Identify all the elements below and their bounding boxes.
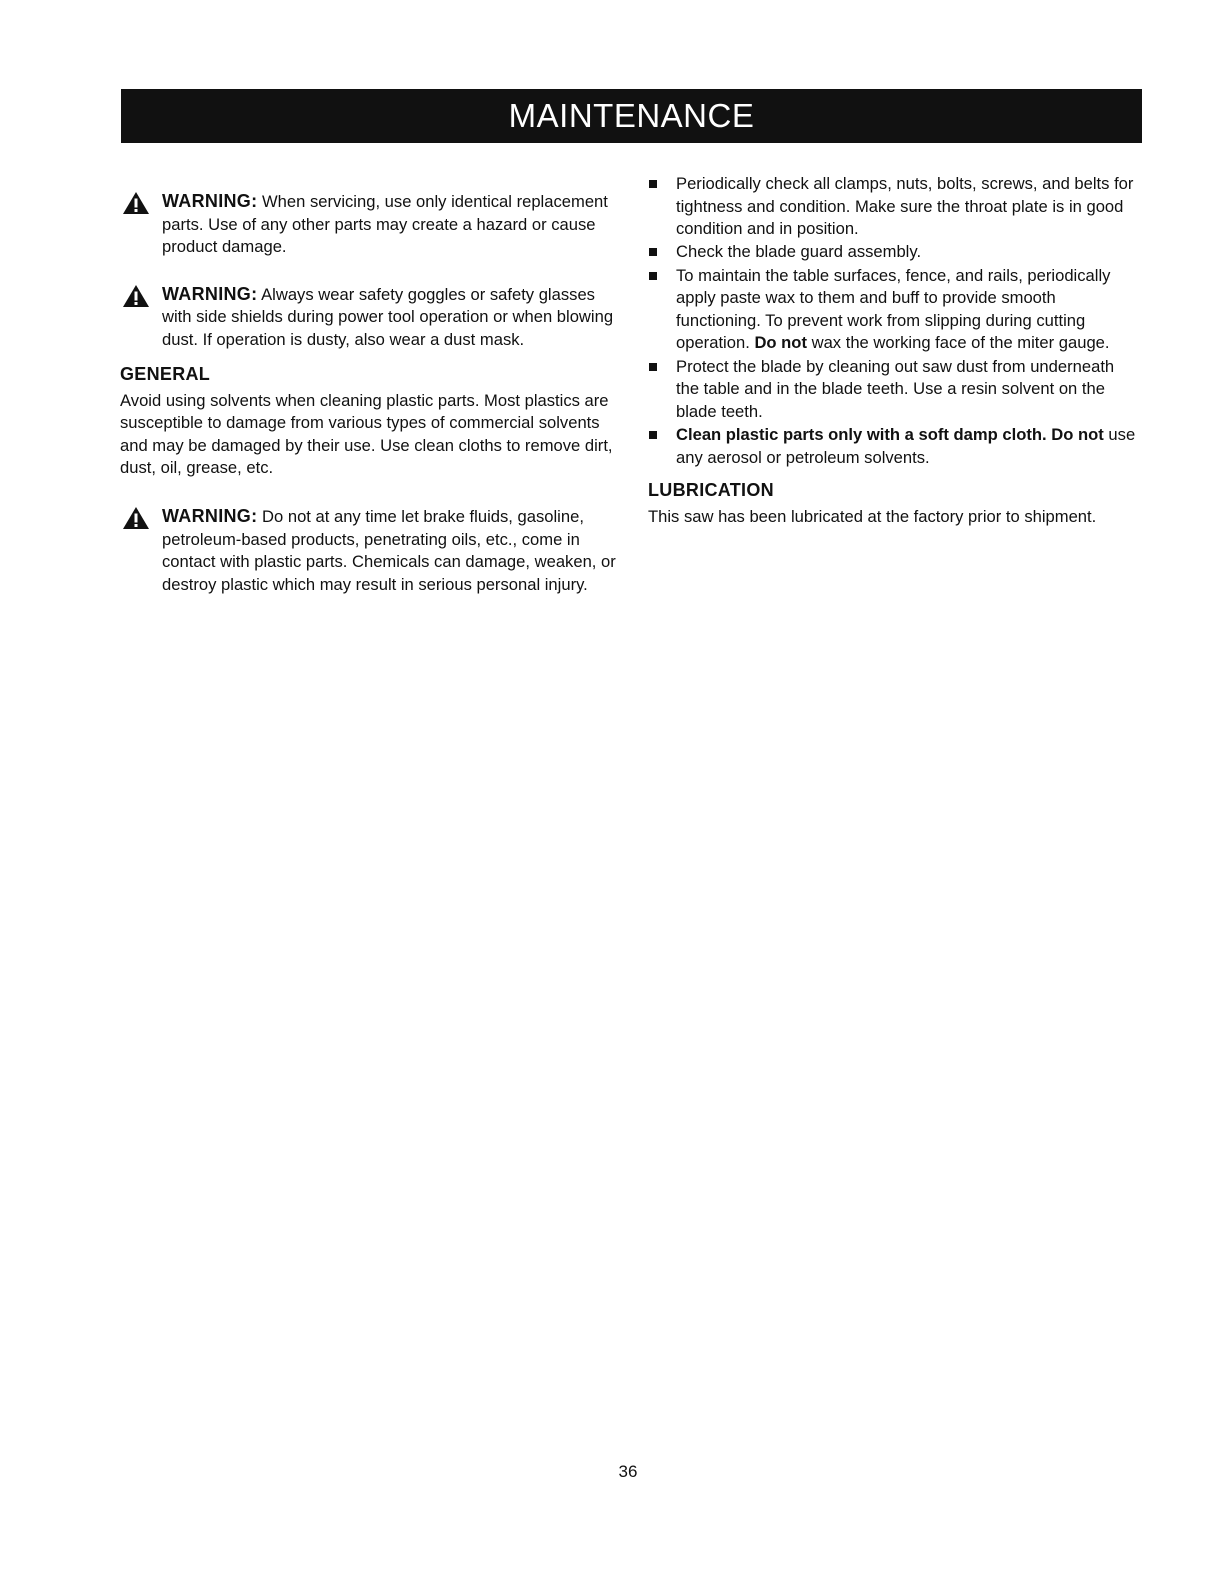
list-item-emphasis: Do not [754,333,807,353]
list-item-text: Periodically check all clamps, nuts, bolts, screws, and belts for tightness and condition. Make sure the throat plate is in good condition and in position. [676,174,1134,239]
list-item [648,265,1138,355]
left-column [120,170,620,596]
square-bullet-icon [649,248,657,256]
square-bullet-icon [649,272,657,280]
page-title: MAINTENANCE [508,97,755,134]
list-item [648,241,1138,264]
page-title-bar [121,89,1142,143]
warning-triangle-icon [122,191,150,215]
lubrication-text: This saw has been lubricated at the factory prior to shipment. [648,507,1097,527]
maintenance-checklist [648,170,1138,469]
right-column [648,170,1138,529]
warning-triangle-icon [122,284,150,308]
warning-label: WARNING: [162,283,258,304]
square-bullet-icon [649,363,657,371]
list-item-text: use any aerosol or petroleum solvents. [676,424,1136,467]
warning-label: WARNING: [162,505,258,526]
square-bullet-icon [649,180,657,188]
warning-replacement-parts [120,190,620,259]
list-item-emphasis: Clean plastic parts only with a soft damp cloth. Do not [676,424,1104,444]
list-item-text: Check the blade guard assembly. [676,242,922,262]
lubrication-heading: LUBRICATION [648,480,774,501]
warning-safety-goggles [120,283,620,352]
list-item-text-tail: wax the working face of the miter gauge. [811,333,1110,353]
list-item-text: Protect the blade by cleaning out saw dust from underneath the table and in the blade teeth. Use a resin solvent on the blade teeth. [676,356,1115,421]
warning-text: Do not at any time let brake fluids, gasoline, petroleum-based products, penetrating oils, etc., come in contact with plastic parts. Chemicals can damage, weaken, or destroy plastic which may result in serious personal injury. [162,506,616,594]
list-item [648,170,1138,241]
page-number: 36 [618,1462,638,1481]
list-item [648,424,1138,469]
warning-brake-fluids [120,505,620,596]
warning-triangle-icon [122,506,150,530]
list-item-text: To maintain the table surfaces, fence, and rails, periodically apply paste wax to them and buff to provide smooth functioning. To prevent work from slipping during cutting operation. [676,265,1111,353]
list-item [648,356,1138,424]
general-text: Avoid using solvents when cleaning plastic parts. Most plastics are susceptible to damage from various types of commercial solvents and may be damaged by their use. Use clean cloths to remove dirt, dust, oil, grease, etc. [120,390,613,478]
warning-text: Always wear safety goggles or safety glasses with side shields during power tool operation or when blowing dust. If operation is dusty, also wear a dust mask. [162,284,614,349]
general-heading: GENERAL [120,363,211,384]
warning-label: WARNING: [162,191,258,211]
square-bullet-icon [649,431,657,439]
warning-text: When servicing, use only identical replacement parts. Use of any other parts may create a hazard or cause product damage. [162,192,608,257]
